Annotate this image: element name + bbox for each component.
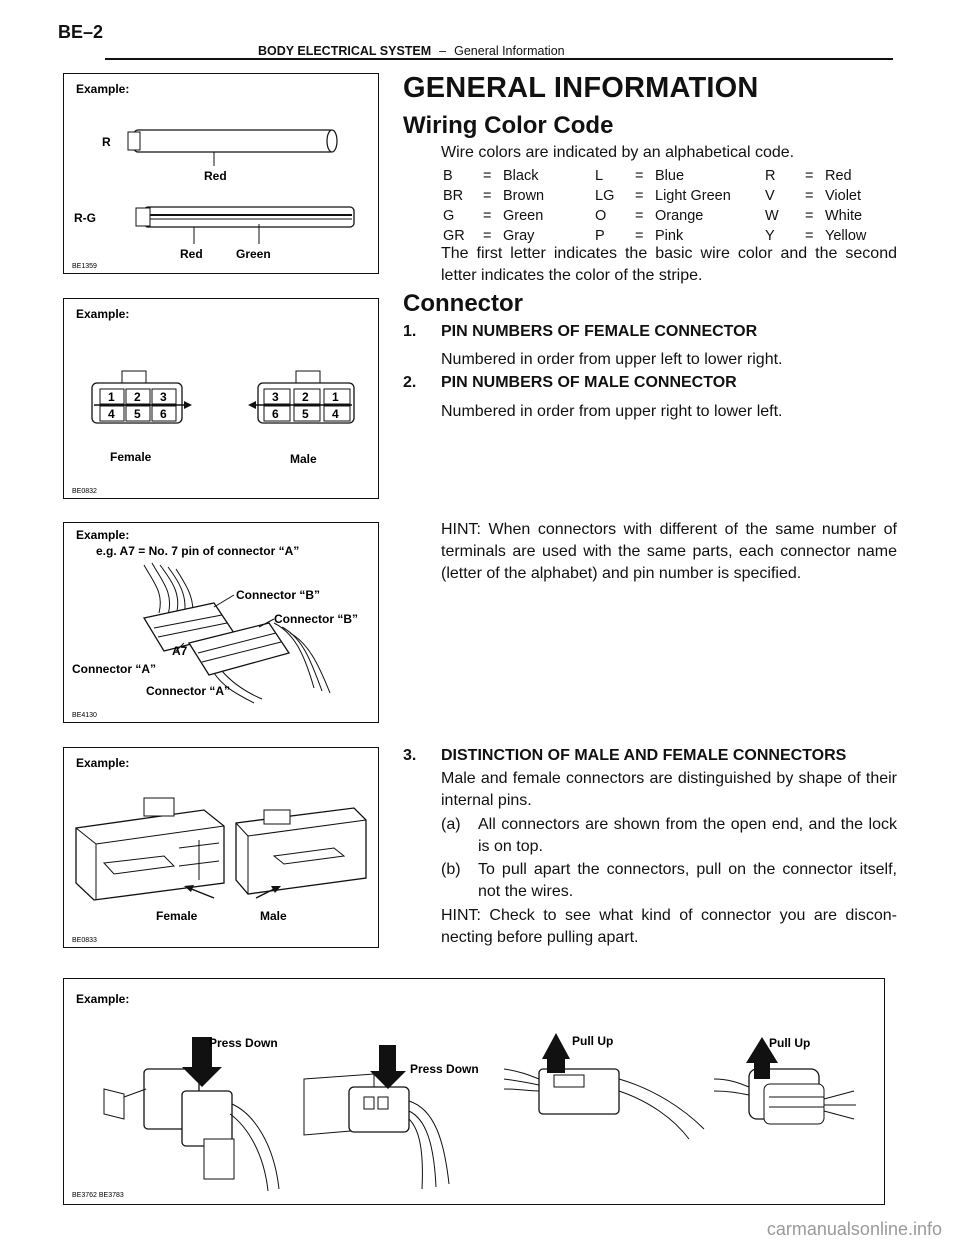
fig2-code: BE0832 — [72, 488, 97, 495]
sub-b-label: (b) — [441, 861, 461, 878]
color-code: GR — [443, 228, 465, 244]
sub-b-text: To pull apart the connectors, pull on the connector itself, not the wires. — [478, 861, 897, 900]
page-number: BE–2 — [58, 22, 104, 42]
hint-connector-naming: HINT: When connectors with different of the same number of terminals are used with the same parts, each connector name (letter of the alphabet) and pin number is specified. — [441, 521, 897, 582]
color-code: O — [595, 208, 607, 224]
color-name: Blue — [655, 168, 685, 184]
figure-example-label: Example: — [76, 307, 130, 321]
fig1-r-label: R — [102, 135, 111, 149]
color-name: Yellow — [825, 228, 867, 244]
color-equals: = — [483, 208, 492, 224]
color-equals: = — [635, 228, 644, 244]
figure-example-label: Example: — [76, 756, 130, 770]
header-rule — [105, 58, 893, 60]
fig5-code: BE3762 BE3783 — [72, 1192, 124, 1199]
color-code: P — [595, 228, 605, 244]
male-pin-6: 6 — [272, 407, 279, 421]
color-equals: = — [635, 188, 644, 204]
running-header — [258, 44, 565, 58]
fig1-rg-label: R-G — [74, 211, 96, 225]
fig5-pull-up-1: Pull Up — [572, 1034, 614, 1048]
color-equals: = — [805, 188, 814, 204]
fig5-pull-up-2: Pull Up — [769, 1036, 811, 1050]
fig4-code: BE0833 — [72, 937, 97, 944]
female-pin-4: 4 — [108, 407, 115, 421]
color-name: Orange — [655, 208, 704, 224]
header-subsection: General Information — [454, 44, 565, 58]
sub-a-text: All connectors are shown from the open end, and the lock is on top. — [478, 816, 897, 855]
fig3-connector-a2: Connector “A” — [146, 684, 230, 698]
item1-text: Numbered in order from upper left to lower right. — [441, 351, 783, 368]
fig3-connector-b2: Connector “B” — [274, 612, 358, 626]
wiring-color-table — [443, 166, 895, 246]
color-code: W — [765, 208, 779, 224]
figure-male-female-example — [63, 747, 379, 948]
female-pin-1: 1 — [108, 390, 115, 404]
color-equals: = — [805, 168, 814, 184]
color-equals: = — [483, 188, 492, 204]
color-name: Green — [503, 208, 544, 224]
fig3-connector-a1: Connector “A” — [72, 662, 156, 676]
male-pin-4: 4 — [332, 407, 339, 421]
figure-example-label: Example: — [76, 528, 130, 542]
fig1-green-label: Green — [236, 247, 271, 261]
color-equals: = — [635, 168, 644, 184]
color-code: Y — [765, 228, 775, 244]
item3-title: DISTINCTION OF MALE AND FEMALE CONNECTORS — [441, 747, 847, 764]
figure-example-label: Example: — [76, 992, 130, 1006]
fig1-red2-label: Red — [180, 247, 203, 261]
color-code: BR — [443, 188, 464, 204]
color-equals: = — [805, 208, 814, 224]
item1-number: 1. — [403, 323, 417, 340]
color-name: Black — [503, 168, 539, 184]
color-row — [443, 186, 895, 206]
item2-title: PIN NUMBERS OF MALE CONNECTOR — [441, 374, 737, 391]
color-row — [443, 166, 895, 186]
color-code: B — [443, 168, 453, 184]
color-row — [443, 206, 895, 226]
color-equals: = — [483, 168, 492, 184]
female-pin-2: 2 — [134, 390, 141, 404]
male-pin-2: 2 — [302, 390, 309, 404]
fig5-press-down-2: Press Down — [410, 1062, 479, 1076]
color-name: Violet — [825, 188, 862, 204]
hint-disconnect: HINT: Check to see what kind of connector you are discon-necting before pulling apart. — [441, 907, 897, 946]
female-pin-6: 6 — [160, 407, 167, 421]
fig1-red-label: Red — [204, 169, 227, 183]
fig1-code: BE1359 — [72, 263, 97, 270]
color-name: Pink — [655, 228, 684, 244]
header-section: BODY ELECTRICAL SYSTEM — [258, 44, 432, 58]
color-name: Gray — [503, 228, 535, 244]
color-name: White — [825, 208, 863, 224]
fig3-code: BE4130 — [72, 712, 97, 719]
color-code: LG — [595, 188, 615, 204]
color-code: R — [765, 168, 776, 184]
item3-text: Male and female connectors are distinguished by shape of their internal pins. — [441, 770, 897, 809]
wiring-heading: Wiring Color Code — [403, 112, 614, 139]
page-title: GENERAL INFORMATION — [403, 72, 759, 104]
figure-pin-number-example — [63, 298, 379, 499]
figure-disconnect-example — [63, 978, 885, 1205]
fig3-connector-b1: Connector “B” — [236, 588, 320, 602]
color-name: Red — [825, 168, 852, 184]
item2-number: 2. — [403, 374, 417, 391]
wiring-note: The first letter indicates the basic wire color and the second letter indicates the color of the stripe. — [441, 245, 897, 284]
color-name: Light Green — [655, 188, 731, 204]
figure-example-label: Example: — [76, 82, 130, 96]
item1-title: PIN NUMBERS OF FEMALE CONNECTOR — [441, 323, 758, 340]
watermark: carmanualsonline.info — [766, 1219, 942, 1239]
item2-text: Numbered in order from upper right to lower left. — [441, 403, 783, 420]
color-equals: = — [635, 208, 644, 224]
male-pin-3: 3 — [272, 390, 279, 404]
male-pin-5: 5 — [302, 407, 309, 421]
fig4-female-label: Female — [156, 909, 198, 923]
color-code: G — [443, 208, 455, 224]
item3-number: 3. — [403, 747, 417, 764]
color-code: V — [765, 188, 775, 204]
figure-connector-name-example — [63, 522, 379, 723]
color-equals: = — [805, 228, 814, 244]
color-code: L — [595, 168, 604, 184]
fig2-male-label: Male — [290, 452, 317, 466]
wiring-intro: Wire colors are indicated by an alphabetical code. — [441, 144, 795, 161]
female-pin-5: 5 — [134, 407, 141, 421]
male-pin-1: 1 — [332, 390, 339, 404]
fig3-eg-label: e.g. A7 = No. 7 pin of connector “A” — [96, 544, 300, 558]
sub-a-label: (a) — [441, 816, 461, 833]
figure-wire-color-example — [63, 73, 379, 274]
fig4-male-label: Male — [260, 909, 287, 923]
color-equals: = — [483, 228, 492, 244]
color-name: Brown — [503, 188, 545, 204]
fig2-female-label: Female — [110, 450, 152, 464]
connector-heading: Connector — [403, 290, 523, 317]
fig3-a7-label: A7 — [172, 644, 188, 658]
fig5-press-down-1: Press Down — [209, 1036, 278, 1050]
female-pin-3: 3 — [160, 390, 167, 404]
header-separator: – — [439, 44, 447, 58]
